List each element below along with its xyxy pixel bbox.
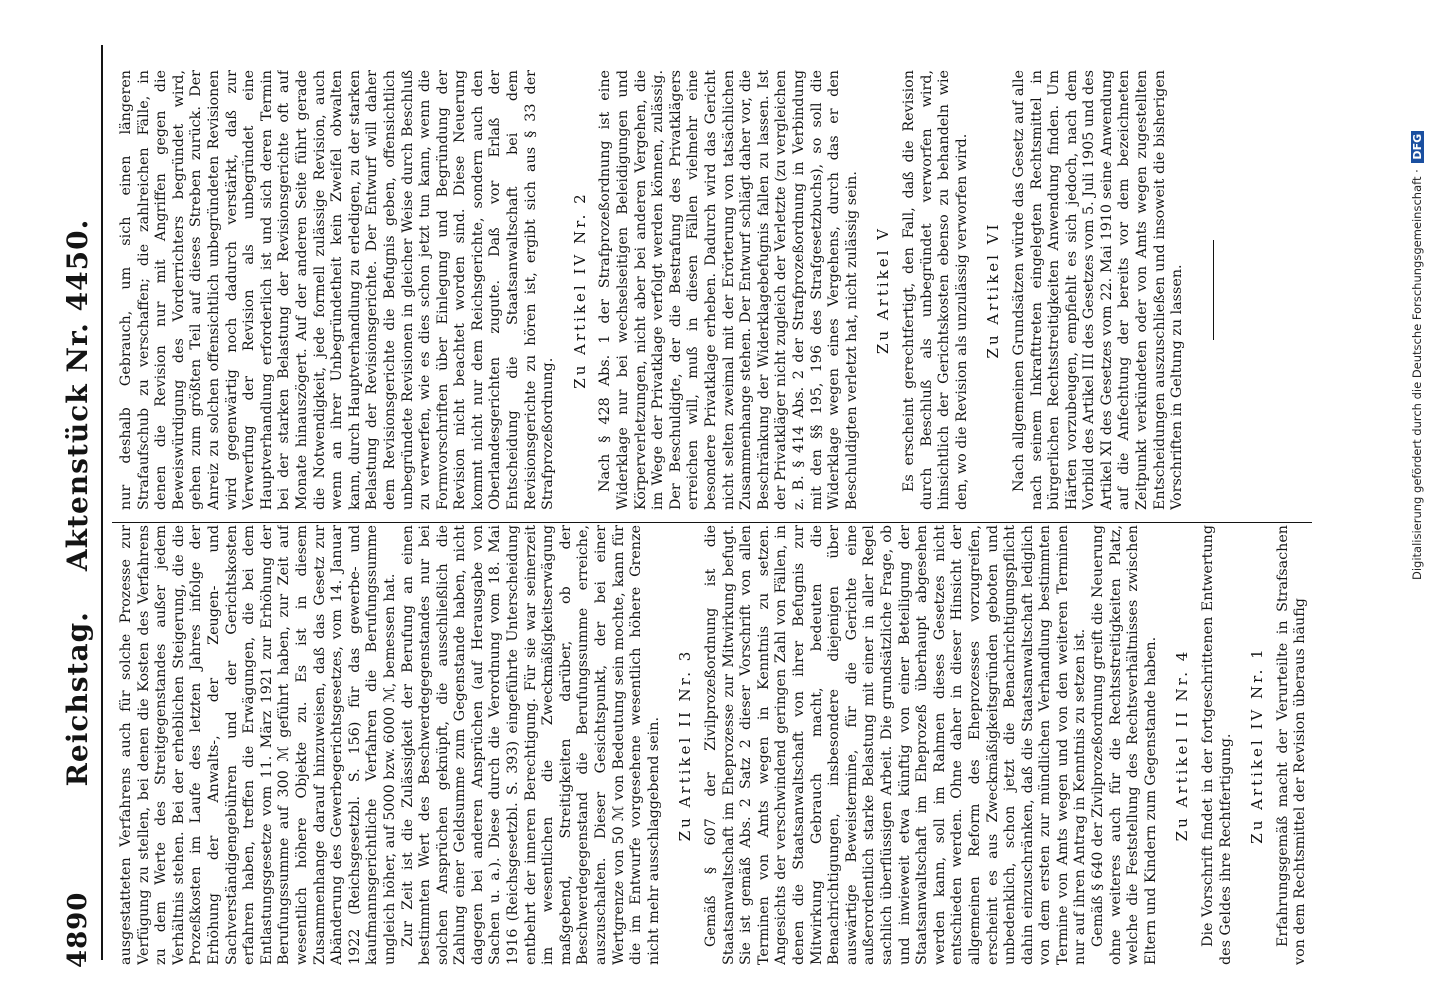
header-left-title: Reichstag. [61,611,94,787]
paragraph: Nach allgemeinen Grundsätzen würde das Gesetz auf alle nach seinem Inkrafttreten eingelegten Rechtsmittel in bürgerlichen Rechtsstreitigkeiten Anwendung finden. Um Härten vorzubeugen, empfiehlt es sich jedoch, nach dem Vorbild des Artikel III des Gesetzes vom 5. Juli 1905 und des Artikel XI des Gesetzes vom 22. Mai 1910 seine Anwendung auf die Anfechtung der bereits vor dem bezeichneten Zeitpunkt verkündeten oder von Amts wegen zugestellten Entscheidungen auszuschließen und insoweit die bisherigen Vorschriften in Geltung zu lassen. [1010,70,1186,510]
digitization-credit: Digitalisierung gefördert durch die Deutsche Forschungsgemeinschaft · DFG [1410,131,1424,580]
paragraph: Die Vorschrift findet in der fortgeschrittenen Entwertung des Geldes ihre Rechtfertigung. [1200,525,1234,965]
section-heading: Zu Artikel VI [984,221,1003,359]
paragraph: Gemäß § 607 der Zivilprozeßordnung ist die Staatsanwaltschaft im Eheprozesse zur Mitwirkung befugt. Sie ist gemäß Abs. 2 Satz 2 dieser Vorschrift von allen Terminen von Amts wegen in Kenntnis zu setzen. Angesichts der verschwindend geringen Zahl von Fällen, in denen die Staatsanwaltschaft von ihrer Befugnis zur Mitwirkung Gebrauch macht, bedeuten die Benachrichtigungen, insbesondere diejenigen über auswärtige Beweistermine, für die Gerichte eine außerordentlich starke Belastung mit einer in aller Regel sachlich überflüssigen Arbeit. Die grundsätzliche Frage, ob und inwieweit etwa künftig von einer Beteiligung der Staatsanwaltschaft im Eheprozeß überhaupt abgesehen werden kann, soll im Rahmen dieses Gesetzes nicht entschieden werden. Ohne daher in dieser Hinsicht der allgemeinen Reform des Eheprozesses vorzugreifen, erscheint es aus Zweckmäßigkeitsgründen geboten und unbedenklich, schon jetzt die Benachrichtigungspflicht dahin einzuschränken, daß die Staatsanwaltschaft lediglich von dem ersten zur mündlichen Verhandlung bestimmten Termine von Amts wegen und von den weiteren Terminen nur auf ihren Antrag in Kenntnis zu setzen ist. [703,525,1089,965]
paragraph: Erfahrungsgemäß macht der Verurteilte in Strafsachen von dem Rechtsmittel der Revision überaus häufig [1274,525,1309,965]
paragraph: nur deshalb Gebrauch, um sich einen längeren Strafaufschub zu verschaffen; die zahlreichen Fälle, in denen die Revision nur mit Angriffen gegen die Beweiswürdigung des Vorderrichters begründet wird, gehen zum größten Teil auf dieses Streben zurück. Der Anreiz zu solchen offensichtlich unbegründeten Revisionen wird gegenwärtig noch dadurch verstärkt, daß zur Verwerfung der Revision als unbegründet eine Hauptverhandlung erforderlich ist und sich deren Termin bei der starken Belastung der Revisionsgerichte oft auf Monate hinauszögert. Auf der anderen Seite führt gerade die Notwendigkeit, jede formell zulässige Revision, auch wenn an ihrer Unbegründetheit kein Zweifel obwalten kann, durch Hauptverhandlung zu erledigen, zu der starken Belastung der Revisionsgerichte. Der Entwurf will daher dem Revisionsgerichte die Befugnis geben, offensichtlich unbegründete Revisionen in gleicher Weise durch Beschluß zu verwerfen, wie es dies schon jetzt tun kann, wenn die Formvorschriften über Einlegung und Begründung der Revision nicht beachtet worden sind. Diese Neuerung kommt nicht nur dem Reichsgerichte, sondern auch den Oberlandesgerichten zugute. Daß vor Erlaß der Entscheidung die Staatsanwaltschaft bei dem Revisionsgerichte zu hören ist, ergibt sich aus § 33 der Strafprozeßordnung. [118,70,557,510]
end-rule [1213,240,1214,340]
section-heading: Zu Artikel IV Nr. 2 [570,191,589,389]
section-heading: Zu Artikel II Nr. 3 [676,648,695,842]
header-rule [101,45,103,960]
paragraph: ausgestatteten Verfahrens auch für solche Prozesse zur Verfügung zu stellen, bei denen die Kosten des Verfahrens zu dem Werte des Streitgegenstandes außer jedem Verhältnis stehen. Bei der erheblichen Steigerung, die die Prozeßkosten im Laufe des letzten Jahres infolge der Erhöhung der Anwalts-, der Zeugen- und Sachverständigengebühren und der Gerichtskosten erfahren haben, treffen die Erwägungen, die bei dem Entlastungsgesetze vom 11. März 1921 zur Erhöhung der Berufungssumme auf 300 ℳ geführt haben, zur Zeit auf wesentlich höhere Objekte zu. Es ist in diesem Zusammenhange darauf hinzuweisen, daß das Gesetz zur Abänderung des Gewerbegerichtsgesetzes, vom 14. Januar 1922 (Reichsgesetzbl. S. 156) für das gewerbe- und kaufmannsgerichtliche Verfahren die Berufungssumme ungleich höher, auf 5000 bzw. 6000 ℳ, bemessen hat. [118,525,398,965]
section-heading: Zu Artikel IV Nr. 1 [1248,646,1267,844]
paragraph: Nach § 428 Abs. 1 der Strafprozeßordnung ist eine Widerklage nur bei wechselseitigen Beleidigungen und Körperverletzungen, nicht aber bei anderen Vergehen, die im Wege der Privatklage verfolgt werden können, zulässig. Der Beschuldigte, der die Bestrafung des Privatklägers erreichen will, muß in diesen Fällen vielmehr eine besondere Privatklage erheben. Dadurch wird das Gericht nicht selten zweimal mit der Erörterung von tatsächlichen Zusammenhange stehen. Der Entwurf schlägt daher vor, die Beschränkung der Widerklagebefugnis fallen zu lassen. Ist der Privatkläger nicht zugleich der Verletzte (zu vergleichen z. B. § 414 Abs. 2 der Strafprozeßordnung in Verbindung mit den §§ 195, 196 des Strafgesetzbuchs), so soll die Widerklage wegen eines Vergehens, durch das er den Beschuldigten verletzt hat, nicht zulässig sein. [597,70,860,510]
section-heading: Zu Artikel V [874,225,893,355]
section-heading: Zu Artikel II Nr. 4 [1173,648,1192,842]
header-title [61,25,94,980]
credit-text: Digitalisierung gefördert durch die Deutsche Forschungsgemeinschaft [1410,176,1424,580]
page-number: 4890 [63,891,93,968]
column-divider [112,522,1312,523]
right-column [118,70,1328,510]
page-header [55,25,105,980]
left-column [118,525,1328,965]
dfg-logo: DFG [1411,131,1424,163]
paragraph: Zur Zeit ist die Zulässigkeit der Berufung an einen bestimmten Wert des Beschwerdegegenstandes nur bei solchen Ansprüchen geknüpft, die ausschließlich die Zahlung einer Geldsumme zum Gegenstande haben, nicht dagegen bei anderen Ansprüchen (auf Herausgabe von Sachen u. a.). Diese durch die Verordnung vom 18. Mai 1916 (Reichsgesetzbl. S. 393) eingeführte Unterscheidung entbehrt der inneren Berechtigung. Für sie war seinerzeit im wesentlichen die Zweckmäßigkeitserwägung maßgebend, Streitigkeiten darüber, ob der Beschwerdegegenstand die Berufungssumme erreiche, auszuschalten. Dieser Gesichtspunkt, der bei einer Wertgrenze von 50 ℳ von Bedeutung sein mochte, kann für die im Entwurfe vorgesehene wesentlich höhere Grenze nicht mehr ausschlaggebend sein. [399,525,662,965]
paragraph: Es erscheint gerechtfertigt, den Fall, daß die Revision durch Beschluß als unbegründet verworfen wird, hinsichtlich der Gerichtskosten ebenso zu behandeln wie den, wo die Revision als unzulässig verworfen wird. [900,70,970,510]
header-right-title: Aktenstück Nr. 4450. [61,218,94,572]
paragraph: Gemäß § 640 der Zivilprozeßordnung greift die Neuerung ohne weiteres auch für die Rechtsstreitigkeiten Platz, welche die Feststellung des Rechtsverhältnisses zwischen Eltern und Kindern zum Gegenstande haben. [1090,525,1159,965]
